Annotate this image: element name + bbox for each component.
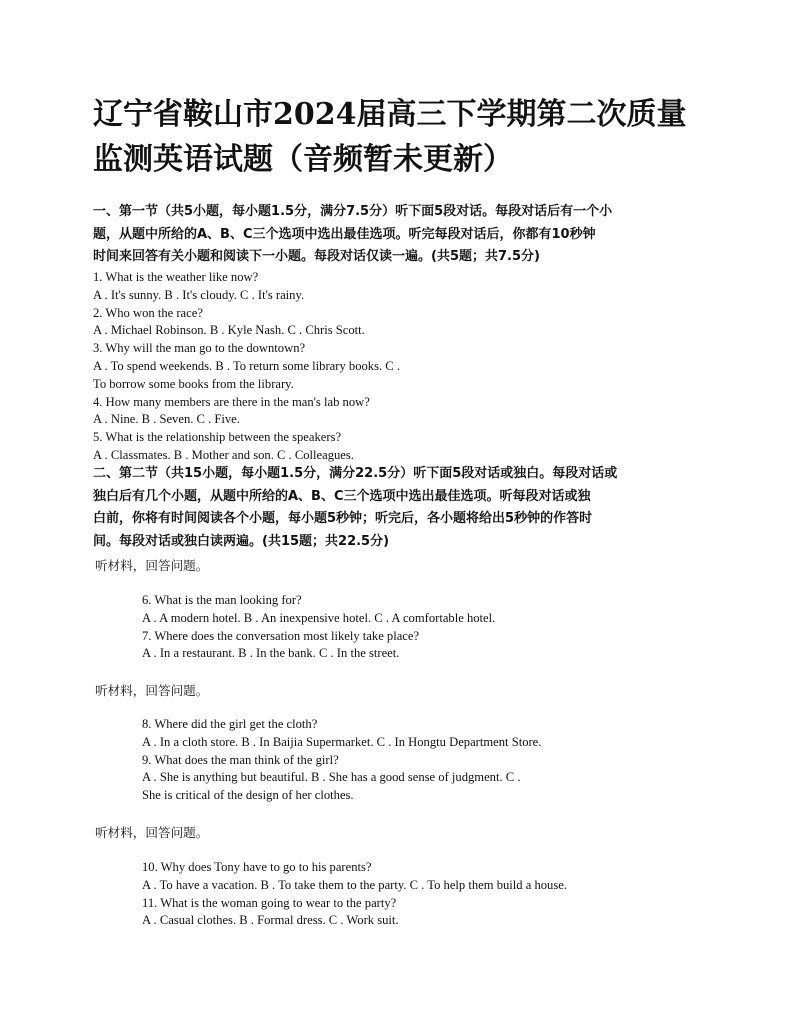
section1-heading (93, 201, 703, 269)
question-line: 10. Why does Tony have to go to his parents? (142, 860, 372, 874)
section1-heading-line: 一、第一节（共5小题，每小题1.5分，满分7.5分）听下面5段对话。每段对话后有一个小 (93, 204, 613, 219)
option-line: A . It's sunny. B . It's cloudy. C . It's rainy. (93, 287, 305, 302)
option-line: To borrow some books from the library. (93, 376, 294, 391)
listening-instruction: 听材料，回答问题。 (95, 558, 209, 573)
option-line: A . Michael Robinson. B . Kyle Nash. C . Chris Scott. (93, 323, 365, 338)
option-line: A . A modern hotel. B . An inexpensive hotel. C . A comfortable hotel. (142, 610, 496, 625)
question-group-2 (142, 716, 541, 805)
option-line: A . In a cloth store. B . In Baijia Supermarket. C . In Hongtu Department Store. (142, 734, 542, 749)
listening-instruction: 听材料，回答问题。 (95, 825, 209, 840)
question-line: 3. Why will the man go to the downtown? (93, 341, 306, 356)
option-line: A . Classmates. B . Mother and son. C . Colleagues. (93, 447, 354, 462)
section2-heading-line: 独白后有几个小题，从题中所给的A、B、C三个选项中选出最佳选项。听每段对话或独 (93, 488, 591, 504)
title-line-1: 辽宁省鞍山市2024届高三下学期第二次质量 (93, 97, 687, 132)
option-line: She is critical of the design of her clothes. (142, 788, 354, 803)
question-line: 8. Where did the girl get the cloth? (142, 717, 318, 731)
section2-heading-line: 二、第二节（共15小题，每小题1.5分，满分22.5分）听下面5段对话或独白。每段对话或 (93, 466, 618, 481)
option-line: A . To have a vacation. B . To take them to the party. C . To help them build a house. (142, 877, 567, 892)
question-line: 2. Who won the race? (93, 305, 203, 320)
section1-heading-line: 题，从题中所给的A、B、C三个选项中选出最佳选项。听完每段对话后，你都有10秒钟 (93, 226, 596, 242)
document-title (93, 92, 713, 182)
question-line: 4. How many members are there in the man's lab now? (93, 394, 370, 409)
question-line: 5. What is the relationship between the speakers? (93, 430, 342, 445)
question-line: 1. What is the weather like now? (93, 270, 259, 284)
question-line: 11. What is the woman going to wear to the party? (142, 895, 397, 910)
section2-heading (93, 463, 703, 553)
question-line: 9. What does the man think of the girl? (142, 752, 339, 767)
question-group-1 (142, 592, 495, 663)
listening-instruction: 听材料，回答问题。 (95, 683, 209, 698)
question-group-3 (142, 859, 567, 930)
section2-heading-line: 间。每段对话或独白读两遍。(共15题；共22.5分) (93, 533, 390, 549)
option-line: A . In a restaurant. B . In the bank. C . In the street. (142, 646, 400, 661)
section1-questions (93, 269, 400, 465)
option-line: A . To spend weekends. B . To return some library books. C . (93, 358, 400, 373)
question-line: 7. Where does the conversation most likely take place? (142, 628, 420, 643)
option-line: A . Casual clothes. B . Formal dress. C . Work suit. (142, 913, 399, 928)
section1-heading-line: 时间来回答有关小题和阅读下一小题。每段对话仅读一遍。(共5题；共7.5分) (93, 249, 540, 264)
question-line: 6. What is the man looking for? (142, 593, 302, 607)
title-line-2: 监测英语试题（音频暂未更新） (93, 142, 513, 177)
section2-heading-line: 白前，你将有时间阅读各个小题，每小题5秒钟；听完后，各小题将给出5秒钟的作答时 (93, 511, 593, 526)
option-line: A . Nine. B . Seven. C . Five. (93, 412, 240, 427)
option-line: A . She is anything but beautiful. B . She has a good sense of judgment. C . (142, 770, 521, 785)
